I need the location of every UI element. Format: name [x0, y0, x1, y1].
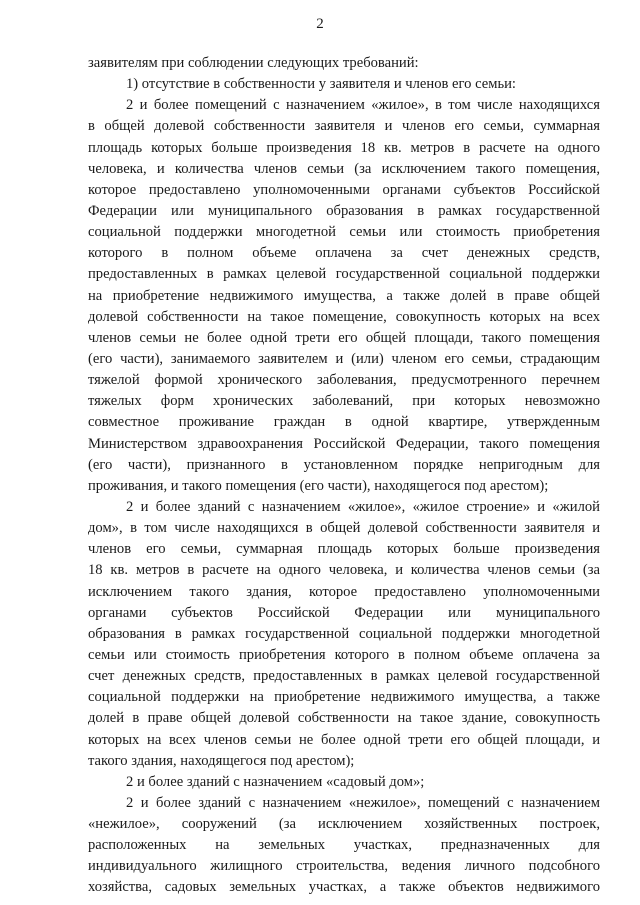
text-line: такого здания, находящегося под арестом);	[88, 752, 355, 769]
text-line: на приобретение недвижимого имущества, а также долей в праве общей	[88, 287, 600, 304]
text-line: предоставленных в рамках целевой государственной социальной поддержки	[88, 266, 600, 283]
text-line: «нежилое», сооружений (за исключением хозяйственных построек,	[88, 816, 600, 833]
text-line: 2 и более помещений с назначением «жилое», в том числе находящихся	[126, 97, 600, 114]
text-line: (его части), занимаемого заявителем и (или) членом его семьи, страдающим	[88, 350, 600, 367]
text-line: 2 и более зданий с назначением «жилое», «жилое строение» и «жилой	[126, 498, 600, 515]
text-line: долей в праве общей долевой собственности на такое здание, совокупность	[88, 710, 600, 727]
text-line: долевой собственности на такое помещение, совокупность которых на всех	[88, 308, 600, 325]
text-line: заявителям при соблюдении следующих требований:	[88, 55, 419, 71]
text-line: тяжелой формой хронического заболевания, предусмотренного перечнем	[88, 372, 600, 389]
text-line: расположенных на земельных участках, предназначенных для	[88, 837, 600, 854]
text-line: которого в полном объеме оплачена за счет денежных средств,	[88, 245, 600, 262]
text-line: Министерством здравоохранения Российской Федерации, такого помещения	[88, 435, 600, 452]
text-line: человека, и количества членов семьи (за исключением такого помещения,	[88, 160, 600, 177]
body-text	[88, 53, 600, 899]
text-line: Федерации или муниципального образования в рамках государственной	[88, 202, 600, 219]
text-line: семьи или стоимость приобретения которого в полном объеме оплачена за	[88, 646, 600, 663]
page-number: 2	[316, 16, 324, 32]
text-line: которое предоставлено уполномоченными органами субъектов Российской	[88, 181, 600, 198]
text-line: индивидуального жилищного строительства, ведения личного подсобного	[88, 858, 600, 875]
text-line: социальной поддержки многодетной семьи или стоимость приобретения	[88, 224, 600, 241]
text-line: хозяйства, садовых земельных участках, а также объектов недвижимого	[88, 879, 600, 896]
text-line: исключением такого здания, которое предоставлено уполномоченными	[88, 583, 600, 600]
text-line: (его части), признанного в установленном порядке непригодным для	[88, 456, 600, 473]
text-line: счет денежных средств, предоставленных в рамках целевой государственной	[88, 668, 600, 685]
text-line: тяжелых форм хронических заболеваний, при которых невозможно	[88, 393, 600, 410]
text-line: которых на всех членов семьи не более одной трети его общей площади, и	[88, 731, 600, 748]
text-line: в общей долевой собственности заявителя и членов его семьи, суммарная	[88, 118, 600, 135]
text-line: проживания, и такого помещения (его части), находящегося под арестом);	[88, 477, 549, 494]
text-line: образования в рамках государственной социальной поддержки многодетной	[88, 625, 600, 642]
text-line: 2 и более зданий с назначением «садовый дом»;	[126, 773, 425, 790]
text-line: 2 и более зданий с назначением «нежилое», помещений с назначением	[126, 794, 600, 811]
text-line: площадь которых больше произведения 18 кв. метров в расчете на одного	[88, 139, 600, 156]
text-line: органами субъектов Российской Федерации или муниципального	[88, 604, 600, 621]
text-line: членов семьи не более одной трети его общей площади, такого помещения	[88, 329, 600, 346]
text-line: 1) отсутствие в собственности у заявителя и членов его семьи:	[126, 76, 516, 93]
text-line: 18 кв. метров в расчете на одного человека, и количества членов семьи (за	[88, 562, 600, 579]
text-line: совместное проживание граждан в одной квартире, утвержденным	[88, 414, 600, 431]
text-line: членов его семьи, суммарная площадь которых больше произведения	[88, 541, 600, 558]
text-line: социальной поддержки на приобретение недвижимого имущества, а также	[88, 689, 600, 706]
text-line: дом», в том числе находящихся в общей долевой собственности заявителя и	[88, 520, 600, 537]
